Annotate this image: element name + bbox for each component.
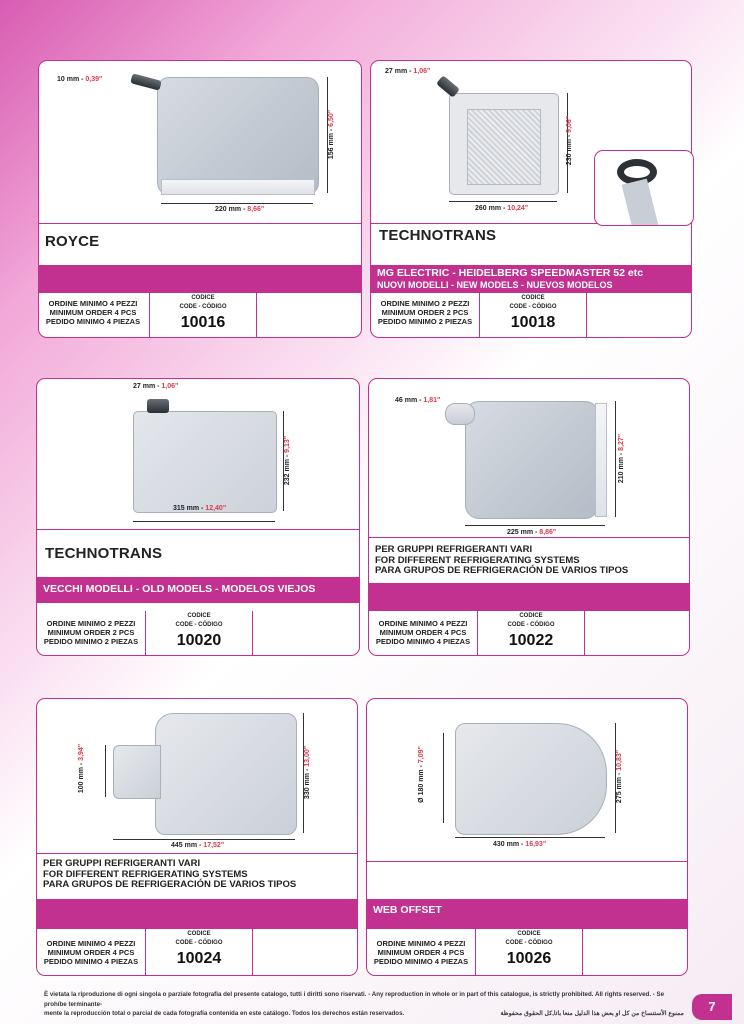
dim-inch: 9,13"	[284, 435, 292, 453]
dim-mm: 210 mm -	[618, 450, 626, 484]
footer-line-2: mente la reproducción total o parcial de cada fotografía contenida en este catálogo. Todos los derechos están reservados.	[44, 1010, 405, 1017]
dim-mm: 230 mm -	[566, 132, 574, 166]
dim-mm: Ø 180 mm -	[417, 763, 425, 803]
code-box	[475, 929, 583, 975]
product-title: TECHNOTRANS	[45, 545, 163, 562]
bag-spout	[130, 73, 162, 90]
dim-mm: 100 mm -	[78, 760, 86, 794]
dim-inch: 12,40"	[205, 505, 227, 512]
copyright-footer	[44, 990, 684, 1019]
order-it: ORDINE MINIMO 4 PEZZI	[378, 619, 468, 628]
dim-inch: 17,52"	[203, 842, 225, 849]
product-photo	[37, 379, 359, 530]
product-code: 10024	[176, 950, 222, 967]
product-code: 10020	[176, 632, 222, 649]
order-es: PEDIDO MINIMO 4 PIEZAS	[375, 637, 471, 646]
filter-bag-image	[157, 77, 319, 195]
product-title: ROYCE	[45, 233, 100, 250]
dim-height	[304, 746, 311, 799]
code-label: CODICE	[519, 613, 543, 619]
dim-neck	[78, 744, 85, 793]
bag-spout	[445, 403, 475, 425]
product-band	[37, 899, 357, 929]
dim-mm: 27 mm -	[133, 383, 162, 390]
order-es: PEDIDO MINIMO 4 PIEZAS	[45, 317, 141, 326]
subtitle-es: PARA GRUPOS DE REFRIGERACIÓN DE VARIOS TIPOS	[375, 565, 629, 576]
product-subtitle	[375, 545, 628, 577]
dim-width	[171, 842, 224, 849]
dim-inch: 0,39"	[85, 76, 103, 83]
dim-spout	[133, 383, 178, 390]
filter-bag-image	[455, 723, 607, 835]
product-photo	[367, 699, 687, 862]
subtitle-en: FOR DIFFERENT REFRIGERATING SYSTEMS	[43, 868, 248, 880]
band-line-1: MG ELECTRIC - HEIDELBERG SPEEDMASTER 52 etc	[377, 267, 644, 279]
product-code: 10026	[506, 950, 552, 967]
dim-spout	[57, 76, 102, 83]
dim-mm: 27 mm -	[385, 68, 414, 75]
subtitle-it: PER GRUPPI REFRIGERANTI VARI	[43, 858, 201, 869]
product-card-10016	[38, 60, 362, 338]
dim-line-width	[133, 521, 275, 522]
dim-inch: 13,00"	[304, 745, 312, 767]
filter-bag-neck-image	[113, 745, 161, 799]
product-photo	[37, 699, 357, 854]
dim-mm: 10 mm -	[57, 76, 86, 83]
code-label: CODE - CÓDIGO	[175, 940, 223, 946]
product-card-10020	[36, 378, 360, 656]
min-order	[369, 939, 473, 966]
subtitle-en: FOR DIFFERENT REFRIGERATING SYSTEMS	[375, 554, 580, 566]
dim-inch: 8,66"	[247, 206, 265, 213]
product-band	[371, 265, 691, 293]
product-code: 10022	[508, 632, 554, 649]
filter-bag-body-image	[155, 713, 297, 835]
band-line-1: VECCHI MODELLI - OLD MODELS - MODELOS VIEJOS	[43, 583, 316, 595]
order-it: ORDINE MINIMO 4 PEZZI	[48, 299, 138, 308]
code-label: CODICE	[191, 295, 215, 301]
order-en: MINIMUM ORDER 4 PCS	[377, 948, 465, 957]
dim-line-height	[615, 401, 616, 517]
filter-bag-image	[133, 411, 277, 513]
dim-line-width	[161, 203, 313, 204]
order-es: PEDIDO MINIMO 4 PIEZAS	[373, 957, 469, 966]
dim-inch: 8,86"	[539, 529, 557, 536]
min-order	[371, 619, 475, 646]
dim-width	[475, 205, 528, 212]
dim-line-width	[449, 201, 557, 202]
filter-bag-cuff	[161, 179, 315, 195]
product-title: TECHNOTRANS	[379, 227, 497, 244]
code-label: CODICE	[521, 295, 545, 301]
band-line-2: NUOVI MODELLI - NEW MODELS - NUEVOS MODELOS	[377, 280, 613, 290]
code-label: CODE - CÓDIGO	[509, 304, 557, 310]
dim-inch: 1,81"	[423, 397, 441, 404]
dim-diameter	[418, 746, 425, 803]
spout-tube-image	[622, 179, 659, 226]
dim-mm: 275 mm -	[616, 770, 624, 804]
dim-inch: 6,50"	[328, 109, 336, 127]
band-line-1: WEB OFFSET	[373, 904, 442, 916]
min-order	[39, 939, 143, 966]
dim-height	[618, 434, 625, 483]
page-number: 7	[692, 994, 732, 1020]
spout-detail-inset	[594, 150, 694, 226]
footer-arabic: ممنوع الأستنساخ من كل او بعض هذا الدليل منعا باتا,كل الحقوق محفوظة	[500, 1010, 684, 1017]
dim-inch: 8,27"	[618, 433, 626, 451]
footer-line-1: È vietata la riproduzione di ogni singola o parziale fotografia del presente catalogo, tutti i diritti sono riservati. - Any reproduction in whole or in part of this catalogue, is strictly prohibited. All rights reserved. - Se prohíbe terminante-	[44, 991, 665, 1008]
dim-line-neck	[105, 745, 106, 797]
code-box	[145, 929, 253, 975]
min-order	[373, 299, 477, 326]
dim-line-width	[455, 837, 605, 838]
dim-height	[328, 110, 335, 159]
dim-mm: 330 mm -	[304, 766, 312, 800]
dim-spout	[385, 68, 430, 75]
product-card-10022	[368, 378, 690, 656]
dim-inch: 1,06"	[161, 383, 179, 390]
code-label: CODE - CÓDIGO	[179, 304, 227, 310]
product-photo	[39, 61, 361, 224]
order-it: ORDINE MINIMO 2 PEZZI	[46, 619, 136, 628]
dim-mm: 46 mm -	[395, 397, 424, 404]
order-it: ORDINE MINIMO 4 PEZZI	[376, 939, 466, 948]
product-card-10026	[366, 698, 688, 976]
dim-inch: 16,93"	[525, 841, 547, 848]
dim-height	[284, 436, 291, 485]
dim-width	[215, 206, 264, 213]
dim-inch: 9,06"	[566, 115, 574, 133]
code-label: CODICE	[517, 931, 541, 937]
subtitle-it: PER GRUPPI REFRIGERANTI VARI	[375, 544, 533, 555]
order-en: MINIMUM ORDER 2 PCS	[381, 308, 469, 317]
code-label: CODICE	[187, 931, 211, 937]
product-code: 10018	[510, 314, 556, 331]
order-en: MINIMUM ORDER 4 PCS	[47, 948, 135, 957]
dim-mm: 225 mm -	[507, 529, 540, 536]
order-it: ORDINE MINIMO 4 PEZZI	[46, 939, 136, 948]
product-photo	[369, 379, 689, 538]
dim-width	[493, 841, 546, 848]
order-en: MINIMUM ORDER 2 PCS	[47, 628, 135, 637]
order-en: MINIMUM ORDER 4 PCS	[379, 628, 467, 637]
dim-inch: 10,24"	[507, 205, 529, 212]
order-es: PEDIDO MINIMO 2 PIEZAS	[377, 317, 473, 326]
dim-height	[616, 750, 623, 803]
filter-bag-cuff	[595, 403, 607, 517]
code-box	[145, 611, 253, 655]
dim-mm: 445 mm -	[171, 842, 204, 849]
bag-spout	[147, 399, 169, 413]
product-band	[39, 265, 361, 293]
code-box	[477, 611, 585, 655]
dim-line-diameter	[443, 733, 444, 823]
product-band	[367, 899, 687, 929]
code-label: CODE - CÓDIGO	[175, 622, 223, 628]
order-es: PEDIDO MINIMO 4 PIEZAS	[43, 957, 139, 966]
product-code: 10016	[180, 314, 226, 331]
dim-inch: 7,09"	[417, 746, 425, 764]
dim-mm: 156 mm -	[328, 126, 336, 160]
code-label: CODICE	[187, 613, 211, 619]
product-band	[37, 577, 359, 603]
order-es: PEDIDO MINIMO 2 PIEZAS	[43, 637, 139, 646]
code-label: CODE - CÓDIGO	[507, 622, 555, 628]
dim-width	[507, 529, 556, 536]
dim-mm: 315 mm -	[173, 505, 206, 512]
product-band	[369, 583, 689, 611]
dim-mm: 430 mm -	[493, 841, 526, 848]
dim-inch: 1,06"	[413, 68, 431, 75]
dim-spout	[395, 397, 440, 404]
dim-inch: 3,94"	[78, 743, 86, 761]
min-order	[41, 299, 145, 326]
dim-mm: 232 mm -	[284, 452, 292, 486]
dim-mm: 260 mm -	[475, 205, 508, 212]
dim-line-width	[465, 525, 605, 526]
min-order	[39, 619, 143, 646]
filter-mesh-panel	[467, 109, 541, 185]
filter-bag-image	[465, 401, 599, 519]
dim-line-width	[113, 839, 295, 840]
dim-width	[173, 505, 226, 512]
dim-inch: 10,83"	[616, 749, 624, 771]
order-it: ORDINE MINIMO 2 PEZZI	[380, 299, 470, 308]
code-label: CODE - CÓDIGO	[505, 940, 553, 946]
dim-mm: 220 mm -	[215, 206, 248, 213]
code-box	[149, 293, 257, 337]
order-en: MINIMUM ORDER 4 PCS	[49, 308, 137, 317]
product-card-10024	[36, 698, 358, 976]
product-subtitle	[43, 859, 296, 891]
subtitle-es: PARA GRUPOS DE REFRIGERACIÓN DE VARIOS TIPOS	[43, 879, 297, 890]
code-box	[479, 293, 587, 337]
dim-height	[566, 116, 573, 165]
